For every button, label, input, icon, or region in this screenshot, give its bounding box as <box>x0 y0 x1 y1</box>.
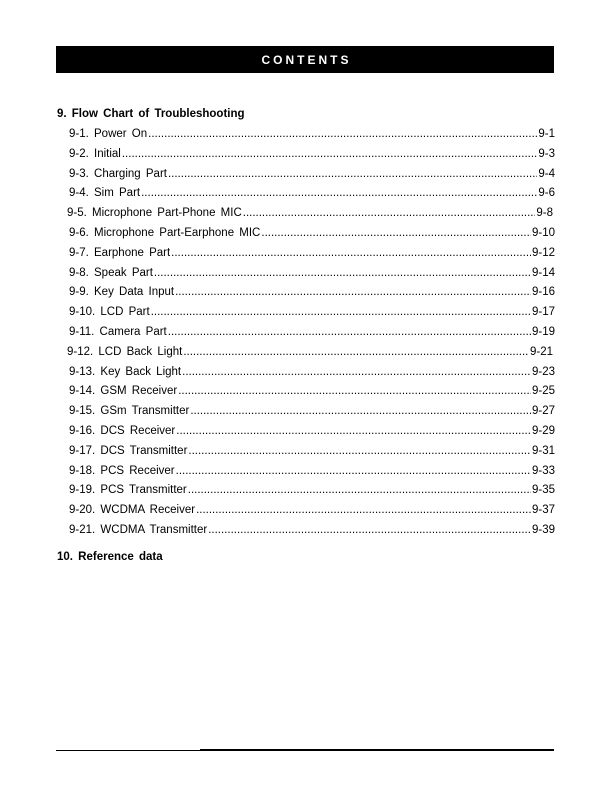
toc-entry-page: 9-17 <box>531 306 555 319</box>
toc-entry-label: 9-8. Speak Part <box>69 266 153 279</box>
toc-entry[interactable] <box>69 480 555 496</box>
toc-entry[interactable] <box>69 322 555 338</box>
toc-entry[interactable] <box>69 282 555 298</box>
toc-dot-leader <box>182 366 531 378</box>
toc-entry[interactable] <box>67 203 553 219</box>
toc-entry-label: 9-3. Charging Part <box>69 167 167 180</box>
toc-entry-label: 9-4. Sim Part <box>69 187 141 200</box>
toc-dot-leader <box>151 306 531 318</box>
toc-entry-label: 9-17. DCS Transmitter <box>69 444 188 457</box>
toc-entry-label: 9-11. Camera Part <box>69 326 167 338</box>
toc-dot-leader <box>168 326 531 338</box>
section-10-heading[interactable]: 10. Reference data <box>57 551 163 563</box>
toc-entry-label: 9-19. PCS Transmitter <box>69 484 187 497</box>
toc-entry-page: 9-33 <box>531 464 555 477</box>
toc-entry-page: 9-27 <box>531 405 555 418</box>
toc-entry[interactable] <box>69 441 555 457</box>
toc-entry[interactable] <box>69 302 555 318</box>
toc-dot-leader <box>175 286 531 298</box>
footer-rule-thick <box>200 749 554 751</box>
toc-dot-leader <box>148 128 537 140</box>
toc-entry-page: 9-29 <box>531 425 555 437</box>
toc-entry[interactable] <box>69 183 555 199</box>
toc-entry-label: 9-7. Earphone Part <box>69 246 171 259</box>
toc-entry[interactable] <box>69 223 555 239</box>
toc-entry[interactable] <box>69 263 555 279</box>
toc-entry-page: 9-10 <box>531 227 555 239</box>
toc-entry-label: 9-18. PCS Receiver <box>69 464 175 477</box>
toc-entry-page: 9-19 <box>531 326 555 338</box>
toc-entry-page: 9-3 <box>538 147 555 160</box>
toc-entry-page: 9-16 <box>531 286 555 299</box>
toc-entry-page: 9-23 <box>531 365 555 378</box>
toc-entry-page: 9-14 <box>531 266 555 279</box>
toc-entry[interactable] <box>69 520 555 536</box>
section-9-heading[interactable]: 9. Flow Chart of Troubleshooting <box>57 108 245 120</box>
toc-entry-page: 9-12 <box>531 246 555 259</box>
toc-entry-label: 9-2. Initial <box>69 147 121 160</box>
toc-entry-label: 9-1. Power On <box>69 128 148 140</box>
toc-entry-page: 9-35 <box>531 484 555 497</box>
toc-entry[interactable] <box>69 164 555 180</box>
toc-dot-leader <box>176 465 531 477</box>
toc-entry-label: 9-10. LCD Part <box>69 306 150 319</box>
toc-entry-page: 9-39 <box>531 524 555 536</box>
toc-dot-leader <box>168 168 537 180</box>
toc-entry-page: 9-1 <box>538 128 555 140</box>
toc-entry-page: 9-6 <box>538 187 555 200</box>
toc-entry-page: 9-8 <box>536 207 553 220</box>
toc-dot-leader <box>178 385 531 397</box>
toc-entry-label: 9-12. LCD Back Light <box>67 345 183 358</box>
toc-entry-label: 9-21. WCDMA Transmitter <box>69 524 208 536</box>
toc-entry-page: 9-37 <box>531 504 555 517</box>
toc-entry-label: 9-13. Key Back Light <box>69 365 182 378</box>
toc-entry-label: 9-6. Microphone Part-Earphone MIC <box>69 227 261 239</box>
toc-entry-label: 9-5. Microphone Part-Phone MIC <box>67 207 242 220</box>
contents-header-bar <box>56 46 554 73</box>
toc-entry[interactable] <box>69 500 555 516</box>
toc-dot-leader <box>188 484 531 496</box>
toc-entry-label: 9-16. DCS Receiver <box>69 425 176 437</box>
toc-entry[interactable] <box>67 342 553 358</box>
toc-dot-leader <box>261 227 531 239</box>
toc-dot-leader <box>190 405 531 417</box>
toc-entry-label: 9-20. WCDMA Receiver <box>69 504 196 517</box>
toc-dot-leader <box>154 267 531 279</box>
toc-dot-leader <box>171 247 531 259</box>
toc-dot-leader <box>183 346 529 358</box>
toc-entry-page: 9-21 <box>529 345 553 358</box>
toc-entry-page: 9-25 <box>531 385 555 398</box>
toc-entry[interactable] <box>69 401 555 417</box>
toc-dot-leader <box>188 445 531 457</box>
toc-entry[interactable] <box>69 144 555 160</box>
toc-entry[interactable] <box>69 381 555 397</box>
toc-dot-leader <box>141 187 537 199</box>
toc-entry[interactable] <box>69 243 555 259</box>
toc-dot-leader <box>243 207 536 219</box>
toc-entry[interactable] <box>69 421 555 437</box>
toc-entry[interactable] <box>69 362 555 378</box>
toc-entry[interactable] <box>69 124 555 140</box>
toc-entry-label: 9-15. GSm Transmitter <box>69 405 190 418</box>
toc-dot-leader <box>176 425 531 437</box>
toc-entry-page: 9-31 <box>531 444 555 457</box>
toc-entry[interactable] <box>69 461 555 477</box>
toc-entry-page: 9-4 <box>538 167 555 180</box>
toc-entry-label: 9-14. GSM Receiver <box>69 385 178 398</box>
toc-dot-leader <box>122 148 538 160</box>
toc-dot-leader <box>208 524 531 536</box>
toc-dot-leader <box>196 504 531 516</box>
contents-title: CONTENTS <box>261 52 352 67</box>
toc-entry-label: 9-9. Key Data Input <box>69 286 175 299</box>
